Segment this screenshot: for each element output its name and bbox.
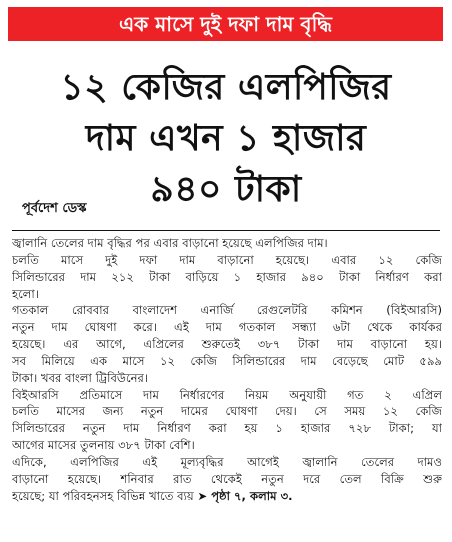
article-line: সব মিলিয়ে এক মাসে ১২ কেজি সিলিন্ডারের দাম বেড়েছে মোট ৫৯৯ (12, 353, 442, 368)
headline-line: ১২ কেজির এলপিজির (60, 67, 392, 108)
divider (12, 230, 440, 231)
article-line-last (12, 488, 442, 505)
continuation-reference: ➤ পৃষ্ঠা ৭, কলাম ৩. (197, 488, 293, 503)
headline-line: দাম এখন ১ হাজার (85, 118, 367, 159)
article-line: চলতি মাসে দুই দফা দাম বাড়ানো হয়েছে। এবার ১২ কেজি (12, 252, 442, 267)
article-line: চলতি মাসের জন্য নতুন দামের ঘোষণা দেয়। সে সময় ১২ কেজি (12, 404, 442, 419)
headline-line: ৯৪০ টাকা (150, 169, 302, 210)
article-line: বাড়ানো হয়েছে। শনিবার রাত থেকেই নতুন দরে তেল বিক্রি শুরু (12, 471, 442, 486)
headline (8, 62, 444, 215)
byline: পূর্বদেশ ডেস্ক (22, 201, 87, 216)
article-body (12, 235, 442, 505)
article-line: বিইআরসি প্রতিমাসে দাম নির্ধারণের নিয়ম অনুযায়ী গত ২ এপ্রিল (12, 387, 442, 402)
article-line: জ্বালানি তেলের দাম বৃদ্ধির পর এবার বাড়ানো হয়েছে এলপিজির দাম। (12, 236, 328, 250)
kicker-banner: এক মাসে দুই দফা দাম বৃদ্ধি (8, 7, 443, 41)
article-line: হয়েছে। এর আগে, এপ্রিলের শুরুতেই ৩৮৭ টাকা দাম বাড়ানো হয়। (12, 337, 442, 352)
article-line: হলো। (12, 286, 39, 301)
article-line: নতুন দাম ঘোষণা করে। এই দাম গতকাল সন্ধ্যা ৬টা থেকে কার্যকর (12, 320, 442, 335)
article-line-text: হয়েছে; যা পরিবহনসহ বিভিন্ন খাতে ব্যয় (12, 488, 194, 503)
article-line: গতকাল রোববার বাংলাদেশ এনার্জি রেগুলেটরি কমিশন (বিইআরসি) (12, 303, 442, 318)
article-line: সিলিন্ডারের দাম ২১২ টাকা বাড়িয়ে ১ হাজার ৯৪০ টাকা নির্ধারণ করা (12, 269, 442, 284)
article-line: টাকা। খবর বাংলা ট্রিবিউনের। (12, 370, 149, 385)
article-line: এদিকে, এলপিজির এই মূল্যবৃদ্ধির আগেই জ্বালানি তেলের দামও (12, 454, 442, 469)
article-line: সিলিন্ডারের নতুন দাম নির্ধারণ করা হয় ১ হাজার ৭২৮ টাকা; যা (12, 421, 442, 436)
article-line: আগের মাসের তুলনায় ৩৮৭ টাকা বেশি। (12, 438, 195, 453)
